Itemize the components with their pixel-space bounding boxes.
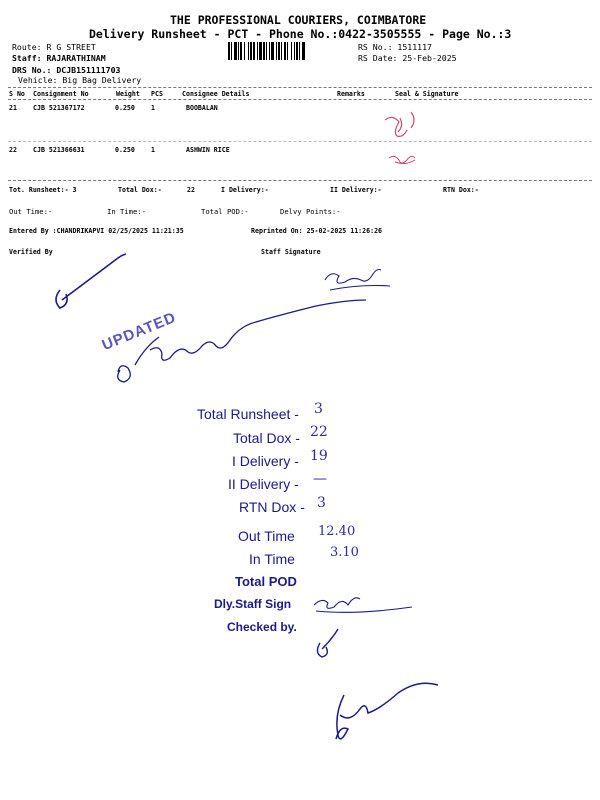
drs-number: DRS No.: DCJB151111703 (12, 65, 121, 75)
hw-in-time: 3.10 (330, 545, 359, 560)
handwritten-signatures (40, 250, 440, 390)
stamp-ii-delivery: II Delivery - (228, 476, 299, 492)
hw-out-time: 12.40 (318, 524, 356, 539)
col-seal: Seal & Signature (395, 90, 459, 98)
col-consignee: Consignee Details (182, 90, 250, 98)
stamp-total-dox: Total Dox - (233, 430, 300, 446)
company-title: THE PROFESSIONAL COURIERS, COIMBATORE (170, 13, 427, 27)
stamp-in-time: In Time (249, 551, 295, 567)
rtn-dox: RTN Dox:- (443, 186, 479, 194)
row-sno: 21 (9, 104, 17, 112)
reprinted-on: Reprinted On: 25-02-2025 11:26:26 (251, 227, 383, 235)
row-pcs: 1 (151, 104, 155, 112)
stamp-total-runsheet: Total Runsheet - (197, 406, 299, 422)
divider (8, 87, 592, 88)
row-weight: 0.250 (115, 146, 135, 154)
stamp-i-delivery: I Delivery - (232, 453, 299, 469)
row-consignee: BOOBALAN (186, 104, 218, 112)
col-remarks: Remarks (337, 90, 365, 98)
hw-total-dox: 22 (310, 424, 328, 440)
row-pcs: 1 (151, 146, 155, 154)
lower-signatures (300, 585, 480, 765)
vehicle: Vehicle: Big Bag Delivery (18, 75, 142, 85)
hw-rtn-dox: 3 (317, 495, 326, 511)
stamp-out-time: Out Time (238, 528, 295, 544)
rs-number: RS No.: 1511117 (358, 42, 432, 52)
staff-name: Staff: RAJARATHINAM (12, 53, 106, 63)
total-dox: Total Dox:- (118, 186, 162, 194)
stamp-checked-by: Checked by. (227, 620, 297, 634)
tot-runsheet: Tot. Runsheet:- 3 (9, 186, 77, 194)
out-time: Out Time:- (9, 207, 53, 216)
entered-by: Entered By :CHANDRIKAPVI 02/25/2025 11:21:35 (9, 227, 184, 235)
divider (8, 141, 592, 142)
row-weight: 0.250 (115, 104, 135, 112)
verified-by: Verified By (9, 248, 53, 256)
row-sno: 22 (9, 146, 17, 154)
route: Route: R G STREET (12, 42, 96, 52)
rs-date: RS Date: 25-Feb-2025 (358, 53, 457, 63)
runsheet-subtitle: Delivery Runsheet - PCT - Phone No.:0422-3505555 - Page No.:3 (89, 27, 512, 41)
hw-total-runsheet: 3 (314, 401, 323, 417)
hw-i-delivery: 19 (310, 448, 328, 464)
barcode-bar (305, 42, 306, 60)
barcode (228, 42, 348, 60)
hw-ii-delivery: — (313, 471, 327, 487)
stamp-rtn-dox: RTN Dox - (239, 499, 305, 515)
stamp-total-pod: Total POD (235, 574, 297, 589)
in-time: In Time:- (107, 207, 146, 216)
divider (8, 180, 592, 181)
stamp-dly-staff-sign: Dly.Staff Sign (214, 597, 292, 611)
total-dox-value: 22 (187, 186, 195, 194)
row-consignment: CJB 521366631 (33, 146, 85, 154)
divider (8, 99, 592, 100)
delvy-points: Delvy Points:- (280, 207, 341, 216)
seal-signature-marks (375, 100, 435, 180)
col-consignment: Consignment No (33, 90, 89, 98)
total-pod: Total POD:- (201, 207, 249, 216)
col-pcs: PCS (151, 90, 163, 98)
updated-stamp: UPDATED (99, 308, 179, 355)
col-weight: Weight (116, 90, 140, 98)
row-consignee: ASHWIN RICE (186, 146, 230, 154)
i-delivery: I Delivery:- (221, 186, 269, 194)
staff-signature: Staff Signature (261, 248, 321, 256)
row-consignment: CJB 521367172 (33, 104, 85, 112)
ii-delivery: II Delivery:- (330, 186, 382, 194)
col-sno: S No (9, 90, 25, 98)
